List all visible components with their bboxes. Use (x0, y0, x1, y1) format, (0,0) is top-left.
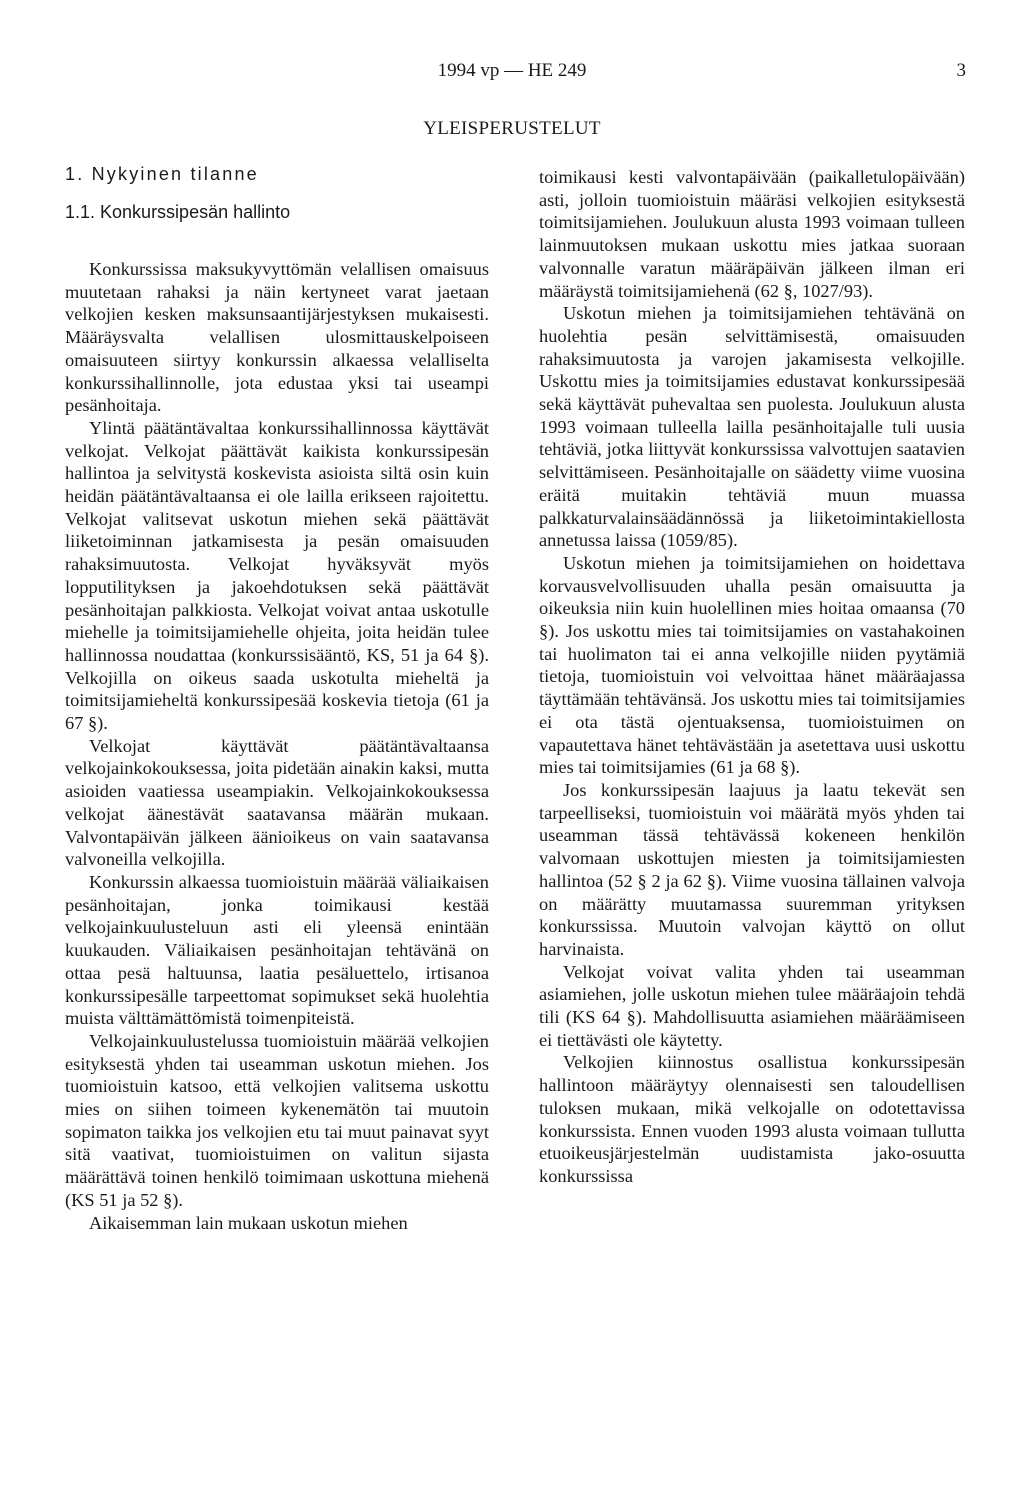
section-heading: YLEISPERUSTELUT (423, 118, 601, 139)
heading-level-2: 1.1. Konkurssipesän hallinto (65, 202, 291, 222)
paragraph: Aikaisemman lain mukaan uskotun miehen (89, 1212, 408, 1233)
paragraph: Velkojat voivat valita yhden tai useamman asiamiehen, jolle uskotun miehen tulee määräajoin tehdä tili (KS 64 §). Mahdollisuutta asiamiehen määräämiseen ei tiettävästi ole käytetty. (539, 961, 965, 1050)
right-column (539, 166, 965, 1188)
paragraph: Uskotun miehen ja toimitsijamiehen on hoidettava korvausvelvollisuuden uhalla pesän omaisuutta ja oikeuksia niin kuin huolellinen mies hoitaa omaansa (70 §). Jos uskottu mies tai toimitsijamies on vastahakoinen tai huolimaton tai ei anna velkojille niiden pyytämiä tietoja, tuomioistuin voi velvoittaa hänet määräajassa täyttämään tehtävänsä. Jos uskottu mies tai toimitsijamies ei ota tästä ojentuaksensa, tuomioistuimen on vapautettava hänet tehtävästään ja asetettava uusi uskottu mies tai toimitsijamies (61 ja 68 §). (539, 552, 965, 778)
page-header (0, 60, 1024, 90)
paragraph: Konkurssissa maksukyvyttömän velallisen omaisuus muutetaan rahaksi ja näin kertyneet varat jaetaan velkojien kesken maksunsaantijärjestyksen mukaisesti. Määräysvalta velallisen ulosmittauskelpoiseen omaisuuteen siirtyy konkurssin alkaessa velalliselta konkurssihallinnolle, jota edustaa yksi tai useampi pesänhoitaja. (65, 259, 489, 416)
paragraph: Ylintä päätäntävaltaa konkurssihallinnossa käyttävät velkojat. Velkojat päättävät kaikista konkurssipesän hallintoa ja selvitystä koskevista asioista siltä osin kuin heidän päätäntävaltaansa ei ole lailla erikseen rajoitettu. Velkojat valitsevat uskotun miehen sekä päättävät liiketoiminnan jatkamisesta ja pesän omaisuuden rahaksimuutosta. Velkojat hyväksyvät myös lopputilityksen ja jakoehdotuksen sekä päättävät pesänhoitajan palkkiosta. Velkojat voivat antaa uskotulle miehelle ja toimitsijamiehelle ohjeita, joita heidän tulee hallinnossa noudattaa (konkurssisääntö, KS, 51 ja 64 §). Velkojilla on oikeus saada uskotulta mieheltä ja toimitsijamieheltä konkurssipesää koskevia tietoja (61 ja 67 §). (65, 417, 489, 734)
document-title: 1994 vp — HE 249 (437, 60, 587, 81)
paragraph: Uskotun miehen ja toimitsijamiehen tehtävänä on huolehtia pesän selvittämisestä, omaisuuden rahaksimuutosta ja varojen jakamisesta velkojille. Uskottu mies ja toimitsijamies edustavat konkurssipesää sekä käyttävät puhevaltaa sen puolesta. Joulukuun alusta 1993 voimaan tulleella lailla pesänhoitajalle tuli uusia tehtäviä, jotka liittyvät konkurssissa valvottujen saatavien selvittämiseen. Pesänhoitajalle on säädetty viime vuosina eräitä muitakin tehtäviä muun muassa palkkaturvalainsäädännössä ja liiketoimintakiellosta annetussa laissa (1059/85). (539, 303, 965, 551)
paragraph: Velkojat käyttävät päätäntävaltaansa velkojainkokouksessa, joita pidetään ainakin kaksi, mutta asioiden vaatiessa useampiakin. Velkojainkokouksessa velkojat äänestävät saatavansa määrän mukaan. Valvontapäivän jälkeen äänioikeus on vain saatavansa valvoneilla velkojilla. (65, 735, 489, 870)
paragraph: Konkurssin alkaessa tuomioistuin määrää väliaikaisen pesänhoitajan, jonka toimikausi kestää velkojainkuulusteluun asti eli yleensä enintään kuukauden. Väliaikaisen pesänhoitajan tehtävänä on ottaa pesä haltuunsa, laatia pesäluettelo, irtisanoa konkurssipesälle tarpeettomat sopimukset sekä huolehtia muista välttämättömistä toimenpiteistä. (65, 871, 489, 1029)
page-number: 3 (956, 60, 966, 81)
paragraph: Jos konkurssipesän laajuus ja laatu tekevät sen tarpeelliseksi, tuomioistuin voi määrätä myös yhden tai useamman tässä tehtävässä kokeneen henkilön valvomaan uskottujen miesten ja toimitsijamiesten hallintoa (52 § 2 ja 62 §). Viime vuosina tällainen valvoja on määrätty muutamassa suuremman yrityksen konkurssissa. Muutoin valvojan käyttö on ollut harvinaista. (539, 779, 965, 959)
heading-level-1: 1. Nykyinen tilanne (65, 164, 259, 184)
paragraph: Velkojien kiinnostus osallistua konkurssipesän hallintoon määräytyy olennaisesti sen taloudellisen tuloksen mukaan, mikä velkojalle on odotettavissa konkurssista. Ennen vuoden 1993 alusta voimaan tullutta etuoikeusjärjestelmän uudistamista jako-osuutta konkurssissa (539, 1052, 965, 1186)
left-column (65, 258, 489, 1234)
paragraph: Velkojainkuulustelussa tuomioistuin määrää velkojien esityksestä yhden tai useamman uskotun miehen. Jos tuomioistuin katsoo, että velkojien valitsema uskottu mies on siihen toimeen kykenemätön tai muutoin sopimaton taikka jos velkojien etu tai muut painavat syyt sitä vaativat, tuomioistuimen on valitun sijasta määrättävä toinen henkilö toimimaan uskottuna miehenä (KS 51 ja 52 §). (65, 1030, 489, 1210)
paragraph: toimikausi kesti valvontapäivään (paikalletulopäivään) asti, jolloin tuomioistuin määräsi velkojien esityksestä toimitsijamiehen. Joulukuun alusta 1993 voimaan tulleen lainmuutoksen mukaan uskottu mies jatkaa suoraan valvonnalle varatun määräpäivän jälkeen ilman eri määräystä toimitsijamiehenä (62 §, 1027/93). (539, 167, 965, 301)
